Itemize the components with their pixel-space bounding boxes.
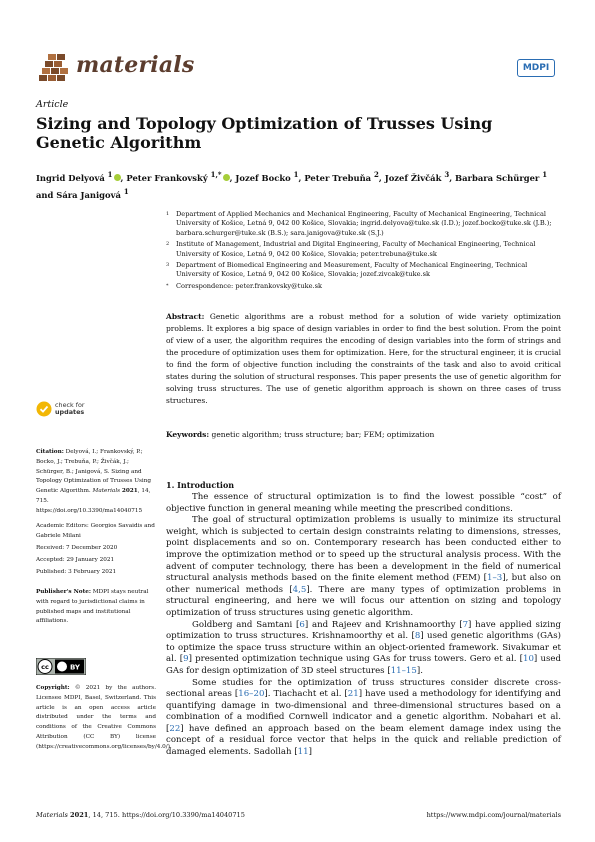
published-date: Published: 3 February 2021 (36, 569, 117, 575)
author-name: Barbara Schürger (455, 172, 540, 183)
citation-link[interactable]: 4,5 (292, 584, 307, 595)
author-sup: 3 (444, 170, 450, 179)
mdpi-logo: MDPI (517, 59, 555, 77)
affiliation-number: 1 (166, 211, 170, 217)
author-sup: 1,* (210, 170, 222, 179)
body-text-segment: ], but also on other numerical methods [ (166, 573, 561, 595)
footer-citation (36, 811, 245, 819)
body-paragraph (166, 492, 561, 515)
footer-year: 2021 (70, 811, 89, 819)
citation-link[interactable]: 22 (169, 723, 181, 734)
correspondence-text: Correspondence: peter.frankovsky@tuke.sk (176, 281, 322, 290)
affiliation-number: 2 (166, 241, 170, 248)
body-text (166, 492, 561, 759)
accepted-date: Accepted: 29 January 2021 (36, 557, 115, 563)
editors: Academic Editors: Georgios Savaidis and Gabriele Milani (36, 523, 155, 539)
author-name: Peter Trebuňa (304, 172, 372, 183)
journal-logo (36, 48, 72, 84)
by-label: BY (69, 663, 81, 672)
body-text-segment: ]. (416, 665, 423, 676)
author-name: Jozef Živčák (384, 172, 442, 183)
abstract-label: Abstract: (166, 312, 205, 321)
citation-link[interactable]: 1–3 (487, 573, 503, 584)
publishers-note (36, 588, 156, 627)
body-paragraph (166, 620, 561, 678)
body-paragraph (166, 678, 561, 759)
citation-link[interactable]: 6 (299, 619, 305, 630)
footer-doi: , 14, 715. https://doi.org/10.3390/ma14040715 (88, 811, 245, 819)
author-sup: 1 (107, 170, 113, 179)
citation-year: 2021 (121, 488, 138, 495)
keywords-label: Keywords: (166, 430, 210, 439)
body-text-segment: ]. There are many types of optimization problems in structural engineering, and here we will focus our attention on sizing and topology optimization of truss structures using genetic algorithm. (166, 584, 561, 618)
received-date: Received: 7 December 2020 (36, 545, 118, 551)
author-sup: 2 (374, 170, 379, 179)
affiliation (166, 282, 561, 291)
section-title: 1. Introduction (166, 480, 235, 490)
author-name: Peter Frankovský (126, 172, 208, 183)
journal-name: materials (76, 52, 195, 78)
body-text-segment: ] have defined an approach based on the beam element damage index using the concept of a residual force vector that helps in the quick and reliable prediction of damaged elements. Sadollah [ (166, 723, 561, 758)
citation-link[interactable]: 16–20 (238, 689, 265, 700)
citation-link[interactable]: 21 (347, 689, 359, 700)
check-for-updates-link[interactable] (55, 402, 85, 416)
affiliations (166, 210, 561, 293)
affiliation-text: Department of Biomedical Engineering and Measurement, Faculty of Mechanical Engineering, Technical University of Kosice, Letná 9, 042 00 Košice, Slovakia; jozef.zivcak@tuke.sk (176, 261, 528, 279)
author-sup: 1 (123, 186, 129, 196)
publishers-note-text: MDPI stays neutral with regard to jurisdictional claims in published maps and institutional affiliations. (36, 589, 149, 625)
footer (36, 811, 561, 819)
footer-journal-url[interactable]: https://www.mdpi.com/journal/materials (426, 811, 561, 819)
citation-rest: , 14, 715. https://doi.org/10.3390/ma14040715 (36, 488, 151, 514)
author-name: Sára Janigová (56, 189, 121, 200)
affiliation (166, 210, 561, 238)
abstract (166, 311, 561, 407)
affiliation-number: * (166, 282, 169, 289)
author-name: Jozef Bocko (235, 172, 291, 183)
check-for-updates-icon[interactable] (36, 401, 52, 417)
body-text-segment: The essence of structural optimization is to find the lowest possible “cost” of objective function in general meaning while meeting the prescribed conditions. (166, 492, 561, 514)
body-text-segment: ] used genetic algorithms (GAs) to optimize the space truss structure within an object-oriented framework. Sivakumar et al. [ (166, 631, 562, 665)
keywords-text: genetic algorithm; truss structure; bar; FEM; optimization (211, 430, 435, 439)
cc-by-license-icon[interactable] (36, 658, 86, 675)
check-updates-line2: updates (55, 408, 85, 416)
citation-link[interactable]: 8 (414, 631, 421, 642)
body-text-segment: ] presented optimization technique using GAs for truss towers. Gero et al. [ (188, 654, 523, 665)
affiliation (166, 261, 561, 280)
body-text-segment: ] have applied sizing optimization to truss structures. Krishnamoorthy et al. [ (166, 619, 561, 642)
body-text-segment: ] have used a methodology for identifying and quantifying damage in two-dimensional and three-dimensional structures based on a combination of a modified Cornwell indicator and a genetic algorithm. Nobahari et al. [ (166, 689, 562, 734)
body-text-segment: Some studies for the optimization of truss structures consider discrete cross-sectional areas [ (166, 677, 561, 700)
citation-link[interactable]: 9 (183, 654, 189, 665)
author-list: Ingrid Delyová $^1$ , Peter Frankovský $^{1,*}$ , Jozef Bocko $^1$, Peter Trebuňa $^2$, Jozef Živčák $^3$, Barbara Schürger $^1$ and Sára Janigová $^1$ (36, 170, 548, 200)
footer-journal: Materials (36, 811, 68, 819)
orcid-icon[interactable] (114, 174, 121, 181)
body-text-segment: ] (308, 747, 312, 758)
author-sup: 1 (293, 170, 299, 179)
citation-block (36, 448, 156, 517)
citation-link[interactable]: 10 (522, 654, 534, 665)
body-text-segment: ] and Rajeev and Krishnamoorthy [ (304, 619, 463, 630)
citation-link[interactable]: 7 (462, 619, 469, 630)
copyright (36, 684, 172, 753)
affiliation-text: Department of Applied Mechanics and Mechanical Engineering, Faculty of Mechanical Engineering, Technical University of Košice, Letná 9, 042 00 Košice, Slovakia; ingrid.delyova@tuke.sk (I.D.); jozef.bocko@tuke.sk (J.B.); barbara.schurger@tuke.sk (B.S.); sara.janigova@tuke.sk (S.J.) (176, 210, 552, 237)
citation-journal: Materials (92, 488, 121, 495)
citation-link[interactable]: 11–15 (390, 665, 417, 676)
check-updates-line1: check for (55, 401, 85, 409)
body-text-segment: The goal of structural optimization problems is usually to minimize its structural weight, which is subjected to certain design constraints relating to dimensions, stresses, point displacements and so on. Contemporary research has been conducted either to improve the optimization method or to speed up the structural analysis process. With the advent of computer technology, there has been a development in the field of numerical structural analysis methods based on the finite element method (FEM) [ (166, 515, 561, 584)
article-type: Article (36, 99, 69, 110)
copyright-text: © 2021 by the authors. Licensee MDPI, Basel, Switzerland. This article is an open access article distributed under the terms and conditions of the Creative Commons Attribution (CC BY) license (https://creativecommons.org/licenses/by/4.0/). (36, 685, 172, 750)
body-text-segment: ]. Tiachacht et al. [ (264, 689, 348, 700)
body-paragraph (166, 515, 561, 619)
citation-label: Citation: (36, 449, 64, 455)
affiliation-text: Institute of Management, Industrial and Digital Engineering, Faculty of Mechanical Engineering, Technical University of Kosice, Letná 9, 042 00 Košice, Slovakia; peter.trebuna@tuke.sk (176, 240, 536, 258)
author-name: Ingrid Delyová (36, 172, 105, 183)
affiliation-number: 3 (166, 262, 170, 269)
author-sup: 1 (542, 170, 548, 179)
abstract-text: Genetic algorithms are a robust method for a solution of wide variety optimization problems. It explores a big space of design variables in order to find the best solution. From the point of view of a user, the algorithm requires the encoding of design variables into the form of strings and the procedure of optimization uses them for optimization. Here, for the structural engineer, it is crucial to find the form of objective function including the constraints of the task and also to avoid critical states during the solution of structural responses. This paper presents the use of genetic algorithm for solving truss structures. The use of genetic algorithm approach is shown on three cases of truss structures. (166, 312, 561, 405)
citation-link[interactable]: 11 (297, 747, 309, 758)
body-text-segment: ] used GAs for design optimization of 3D steel structures [ (166, 654, 561, 676)
cc-label: cc (41, 663, 49, 671)
publishers-note-label: Publisher's Note: (36, 589, 91, 595)
paper-title: Sizing and Topology Optimization of Trusses Using Genetic Algorithm (36, 114, 493, 152)
affiliation (166, 240, 561, 259)
body-text-segment: Goldberg and Samtani [ (192, 619, 300, 630)
orcid-icon[interactable] (223, 174, 230, 181)
copyright-label: Copyright: (36, 685, 70, 691)
keywords (166, 430, 561, 439)
citation-text: Delyová, I.; Frankovský, P.; Bocko, J.; Trebuňa, P.; Živčák, J.; Schürger, B.; Janigová, S. Sizing and Topology Optimization of Trusses Using Genetic Algorithm. (36, 449, 152, 495)
